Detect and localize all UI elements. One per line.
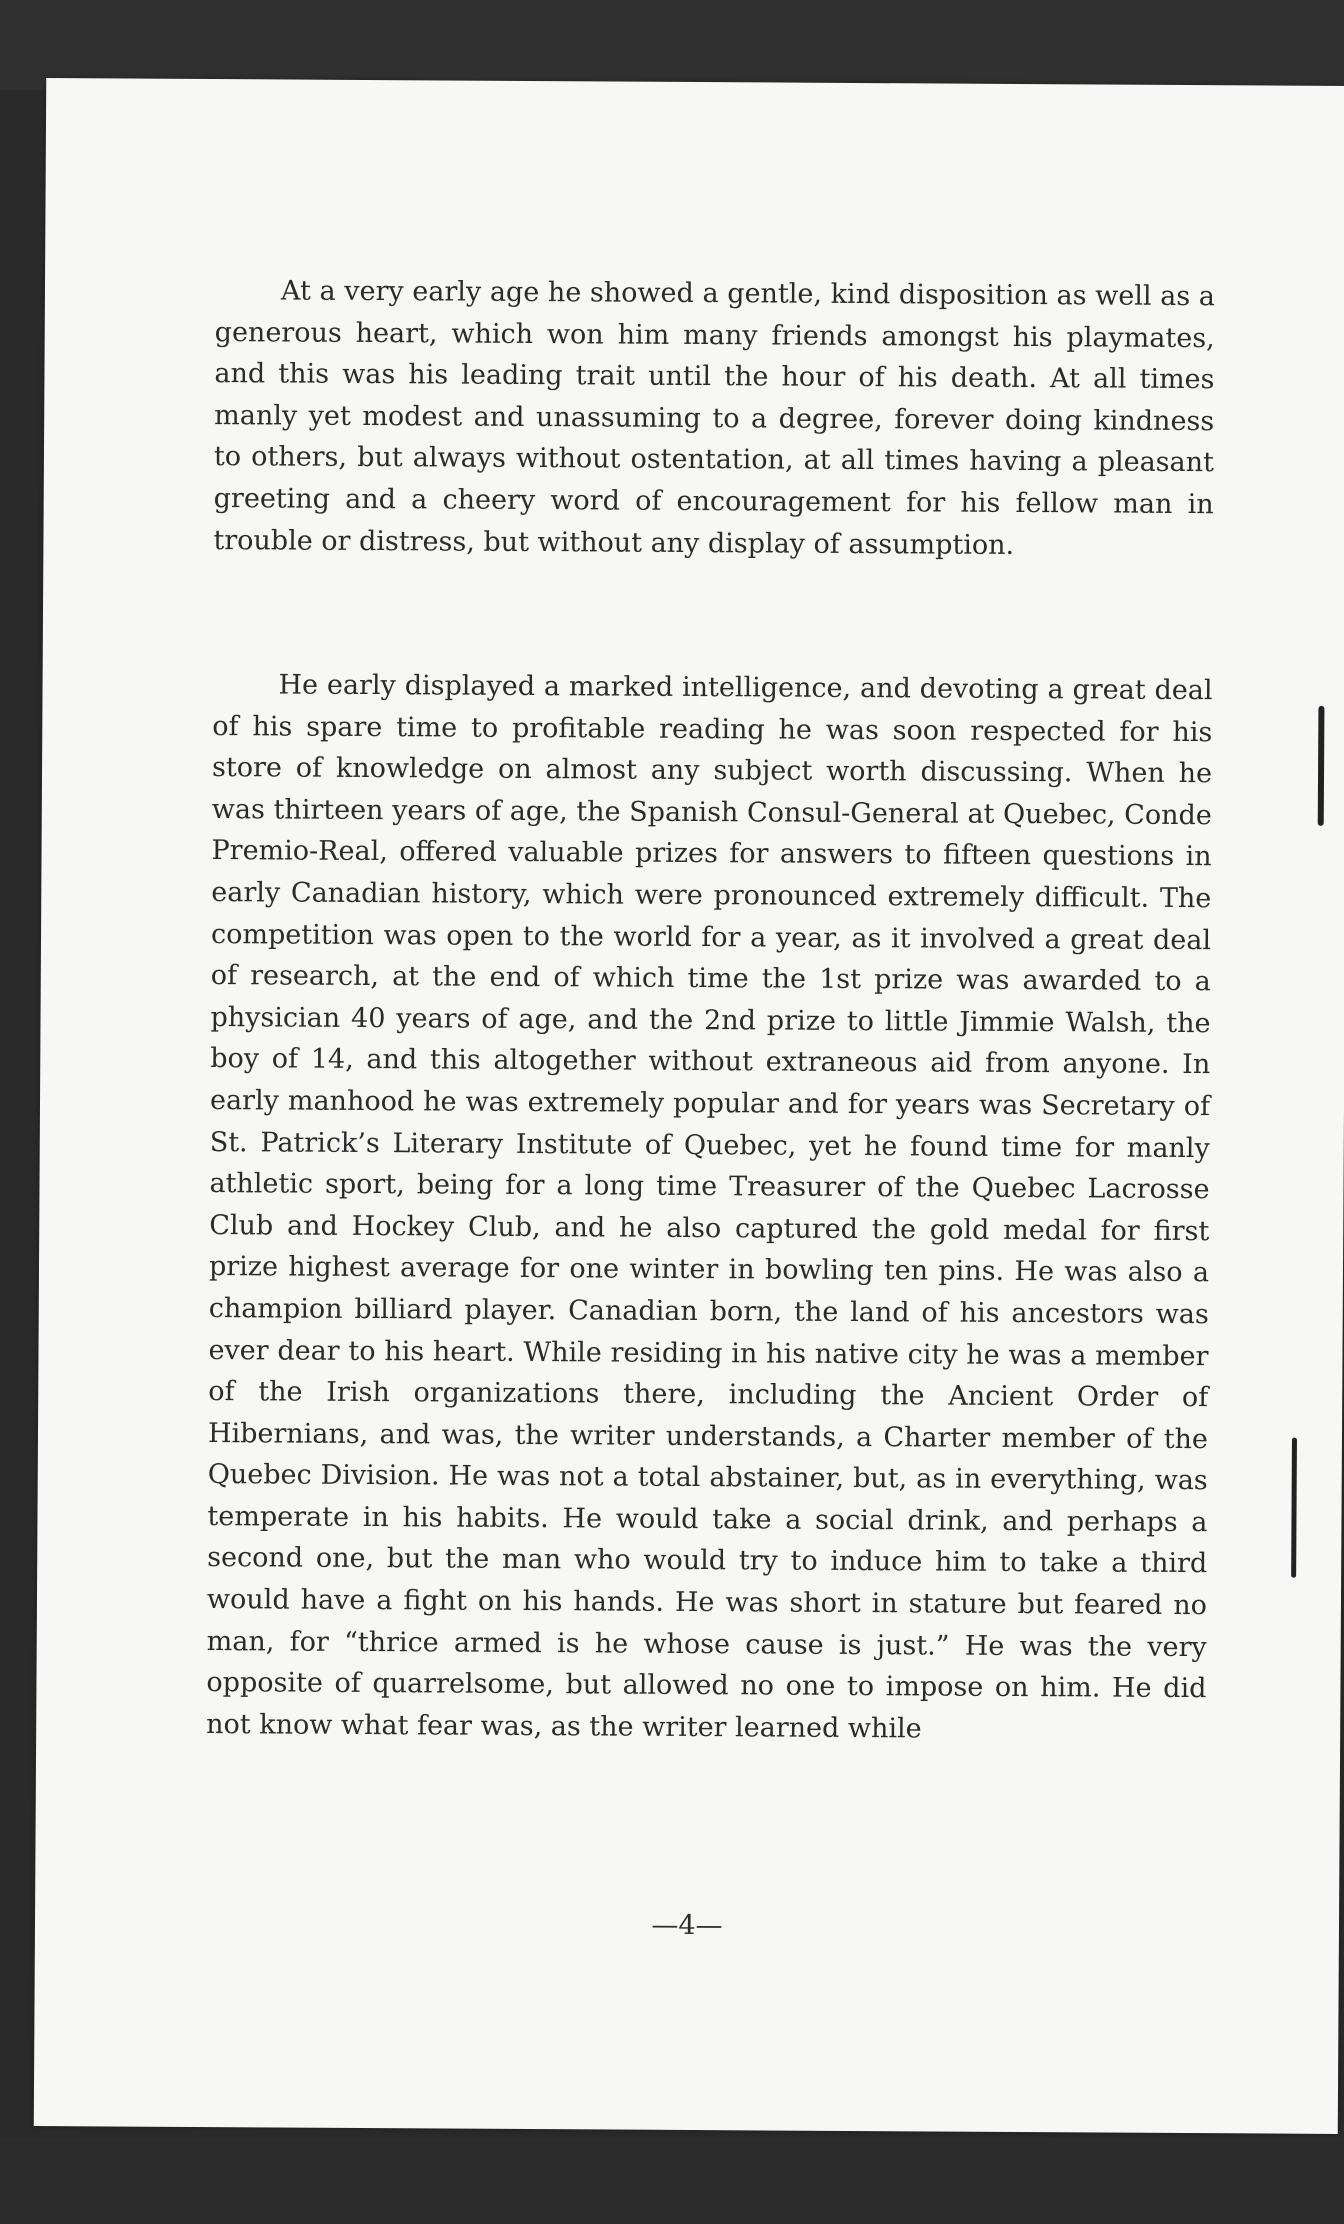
scan-border-top — [0, 0, 1344, 90]
paragraph-early-age: At a very early age he showed a gentle, kind disposition as well as a generous heart, which won him many friends amongst his playmates, and this was his leading trait until the hour of his death. At all times manly yet modest and unassuming to a degree, forever doing kindness to others, but always without ostentation, at all times having a pleasant greeting and a cheery word of encouragement for his fellow man in trouble or distress, but without any display of assumption. — [213, 275, 1216, 561]
book-page — [34, 78, 1344, 2134]
margin-binding-mark — [1291, 1438, 1297, 1578]
margin-binding-mark — [1318, 706, 1325, 826]
page-number: —4— — [651, 1909, 723, 1942]
scan-border-bottom — [0, 2138, 1344, 2224]
paragraph-intelligence: He early displayed a marked intelligence, and devoting a great deal of his spare time to profitable reading he was soon respected for his store of knowledge on almost any subject worth discussing. When he was thirteen years of age, the Spanish Consul-General at Quebec, Conde Premio-Real, offered valuable prizes for answers to fifteen questions in early Canadian history, which were pronounced extremely difficult. The competition was open to the world for a year, as it involved a great deal of research, at the end of which time the 1st prize was awarded to a physician 40 years of age, and the 2nd prize to little Jimmie Walsh, the boy of 14, and this altogether without extraneous aid from anyone. In early manhood he was extremely popular and for years was Secretary of St. Patrick’s Literary Institute of Quebec, yet he found time for manly athletic sport, being for a long time Treasurer of the Quebec Lacrosse Club and Hockey Club, and he also captured the gold medal for first prize highest average for one winter in bowling ten pins. He was also a champion billiard player. Canadian born, the land of his ancestors was ever dear to his heart. While residing in his native city he was a member of the Irish organizations there, including the Ancient Order of Hibernians, and was, the writer understands, a Charter member of the Quebec Division. He was not a total abstainer, but, as in everything, was temperate in his habits. He would take a social drink, and perhaps a second one, but the man who would try to induce him to take a third would have a fight on his hands. He was short in stature but feared no man, for “thrice armed is he whose cause is just.” He was the very opposite of quarrelsome, but allowed no one to impose on him. He did not know what fear was, as the writer learned while — [206, 669, 1213, 1745]
